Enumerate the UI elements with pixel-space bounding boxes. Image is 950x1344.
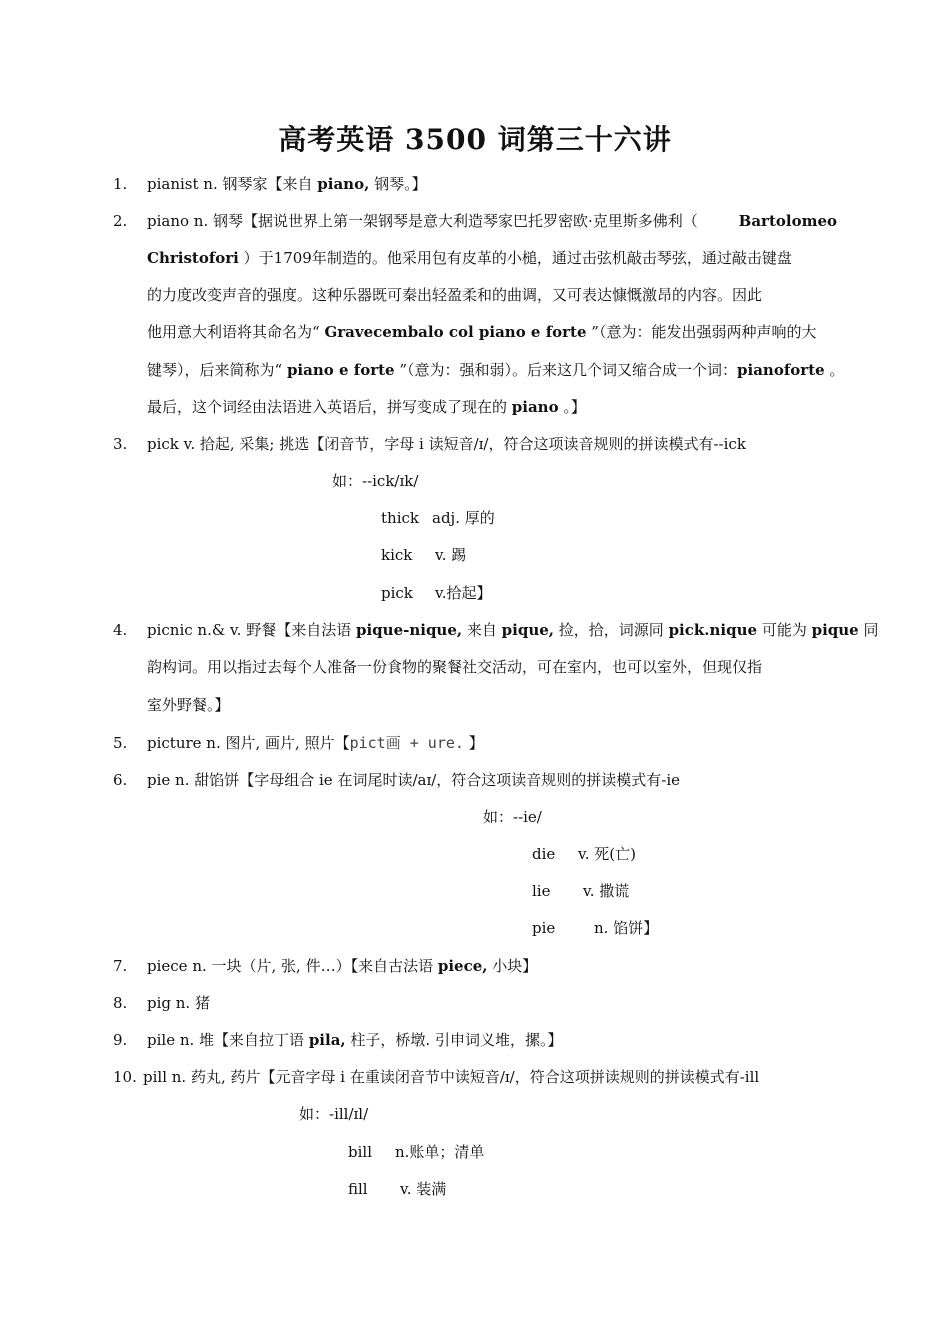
example-heading: 如：-ill/ɪl/ — [299, 1105, 369, 1123]
page-title: 高考英语 3500 词第三十六讲 — [278, 123, 672, 156]
entry-number: 8. — [113, 994, 128, 1012]
entry-number: 10. — [113, 1068, 137, 1086]
example-heading: 如：--ick/ɪk/ — [332, 472, 419, 490]
example-definition: v. 死(亡) — [578, 845, 636, 863]
entry-pill-line-1: pill n. 药丸, 药片【元音字母 i 在重读闭音节中读短音/ɪ/，符合这项拼读规则的拼读模式有-ill — [143, 1068, 760, 1086]
entry-number: 9. — [113, 1031, 128, 1049]
entry-picnic-line-2: 韵构词。用以指过去每个人准备一份食物的聚餐社交活动，可在室内，也可以室外，但现仅指 — [147, 658, 763, 676]
entry-piano-line-5: 键琴），后来简称为“ piano e forte ”（意为：强和弱）。后来这几个词又缩合成一个词：pianoforte 。 — [147, 361, 845, 379]
entry-piano-line-2: Christofori ）于1709年制造的。他采用包有皮革的小槌，通过击弦机敲击琴弦，通过敲击键盘 — [147, 249, 792, 267]
entry-picnic-line-3: 室外野餐。】 — [147, 696, 230, 714]
entry-pick-line-1: pick v. 拾起, 采集; 挑选【闭音节，字母 i 读短音/ɪ/，符合这项读音规则的拼读模式有--ick — [147, 435, 746, 453]
entry-piano-line-1: piano n. 钢琴【据说世界上第一架钢琴是意大利造琴家巴托罗密欧·克里斯多佛利（ Bartolomeo — [147, 212, 837, 230]
entry-piece: piece n. 一块（片, 张, 件…）【来自古法语 piece, 小块】 — [147, 957, 538, 975]
entry-picnic-line-1: picnic n.& v. 野餐【来自法语 pique-nique, 来自 pique, 捡，拾，词源同 pick.nique 可能为 pique 同 — [147, 621, 879, 639]
example-word: die — [532, 845, 556, 863]
entry-number: 5. — [113, 734, 128, 752]
entry-pig: pig n. 猪 — [147, 994, 210, 1012]
entry-piano-line-6: 最后，这个词经由法语进入英语后，拼写变成了现在的 piano 。】 — [147, 398, 586, 416]
example-definition: v. 撒谎 — [583, 882, 630, 900]
entry-number: 3. — [113, 435, 128, 453]
example-definition: n. 馅饼】 — [594, 919, 659, 937]
entry-number: 6. — [113, 771, 128, 789]
example-word: lie — [532, 882, 551, 900]
example-definition: n.账单；清单 — [395, 1143, 485, 1161]
entry-pie-line-1: pie n. 甜馅饼【字母组合 ie 在词尾时读/aɪ/，符合这项读音规则的拼读模式有-ie — [147, 771, 681, 789]
example-heading: 如：--ie/ — [483, 808, 542, 826]
entry-number: 2. — [113, 212, 128, 230]
entry-piano-line-4: 他用意大利语将其命名为“ Gravecembalo col piano e forte ”（意为：能发出强弱两种声响的大 — [147, 323, 817, 341]
example-word: fill — [348, 1180, 368, 1198]
example-definition: v. 踢 — [435, 546, 467, 564]
example-word: kick — [381, 546, 413, 564]
example-definition: adj. 厚的 — [432, 509, 495, 527]
entry-number: 7. — [113, 957, 128, 975]
entry-number: 4. — [113, 621, 128, 639]
example-definition: v.拾起】 — [435, 584, 492, 602]
example-word: bill — [348, 1143, 372, 1161]
entry-piano-line-3: 的力度改变声音的强度。这种乐器既可秦出轻盈柔和的曲调，又可表达慷慨激昂的内容。因此 — [147, 286, 763, 304]
example-definition: v. 装满 — [400, 1180, 447, 1198]
entry-number: 1. — [113, 175, 128, 193]
example-word: thick — [381, 509, 419, 527]
example-word: pie — [532, 919, 556, 937]
example-word: pick — [381, 584, 413, 602]
entry-picture: picture n. 图片, 画片, 照片【pict画 + ure. 】 — [147, 734, 484, 752]
entry-pianist: pianist n. 钢琴家【来自 piano, 钢琴。】 — [147, 175, 427, 193]
entry-pile: pile n. 堆【来自拉丁语 pila, 柱子，桥墩. 引申词义堆，摞。】 — [147, 1031, 563, 1049]
